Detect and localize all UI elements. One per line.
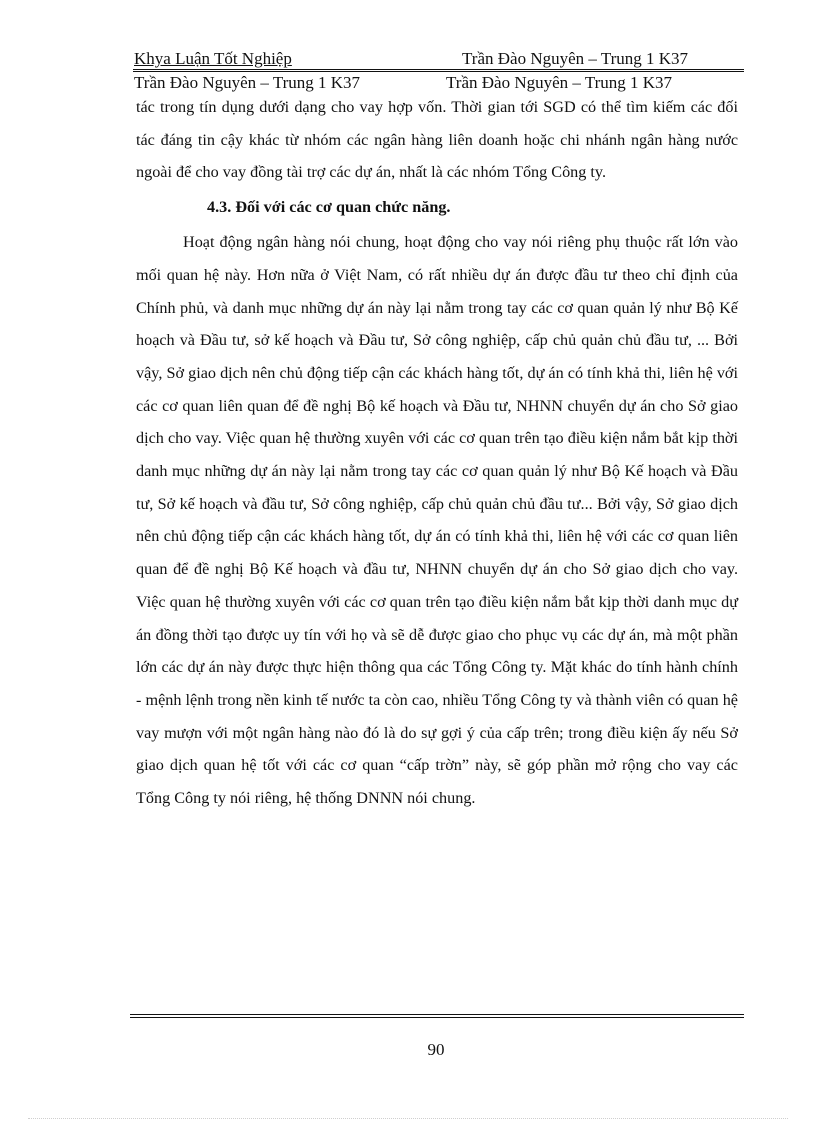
paragraph-continuation: tác trong tín dụng dưới dạng cho vay hợp vốn. Thời gian tới SGD có thể tìm kiếm các đối tác đáng tin cậy khác từ nhóm các ngân hàng liên doanh hoặc chi nhánh ngân hàng nước ngoài để cho vay đồng tài trợ các dự án, nhất là các nhóm Tổng Công ty. [136,98,738,182]
section-heading: 4.3. Đối với các cơ quan chức năng. [207,198,451,217]
footer-divider [130,1014,744,1018]
header-divider [133,69,744,72]
document-body [136,91,738,815]
header-author-repeat-2: Trần Đào Nguyên – Trung 1 K37 [446,73,673,92]
paragraph-main: Hoạt động ngân hàng nói chung, hoạt động cho vay nói riêng phụ thuộc rất lớn vào mối quan hệ này. Hơn nữa ở Việt Nam, có rất nhiều dự án được đầu tư theo chỉ định của Chính phủ, và danh mục những dự án này lại nằm trong tay các cơ quan quản lý như Bộ Kế hoạch và Đầu tư, sở kế hoạch và Đầu tư, Sở công nghiệp, cấp chủ quản chủ đầu tư, ... Bởi vậy, Sở giao dịch nên chủ động tiếp cận các khách hàng tốt, dự án có tính khả thi, liên hệ với các cơ quan liên quan để đề nghị Bộ kế hoạch và Đầu tư, NHNN chuyển dự án cho Sở giao dịch cho vay. Việc quan hệ thường xuyên với các cơ quan trên tạo điều kiện nắm bắt kịp thời danh mục những dự án này lại nằm trong tay các cơ quan quản lý như Bộ Kế hoạch và Đầu tư, Sở kế hoạch và đầu tư, Sở công nghiệp, cấp chủ quản chủ đầu tư... Bởi vậy, Sở giao dịch nên chủ động tiếp cận các khách hàng tốt, dự án có tính khả thi, liên hệ với các cơ quan liên quan để đề nghị Bộ Kế hoạch và đầu tư, NHNN chuyển dự án cho Sở giao dịch cho vay. Việc quan hệ thường xuyên với các cơ quan trên tạo điều kiện nắm bắt kịp thời danh mục dự án đồng thời tạo được uy tín với họ và sẽ dễ được giao cho phục vụ các dự án, mà một phần lớn các dự án này được thực hiện thông qua các Tổng Công ty. Mặt khác do tính hành chính - mệnh lệnh trong nền kinh tế nước ta còn cao, nhiều Tổng Công ty và thành viên có quan hệ vay mượn với một ngân hàng nào đó là do sự gợi ý của cấp trên; trong điều kiện ấy nếu Sở giao dịch quan hệ tốt với các cơ quan “cấp trờn” này, sẽ góp phần mở rộng cho vay các Tổng Công ty nói riêng, hệ thống DNNN nói chung. [136,233,738,808]
header-thesis-title: Khya Luận Tốt Nghiệp [134,49,292,68]
page-number: 90 [427,1040,445,1059]
page-edge-dots [28,1118,788,1119]
header-author: Trần Đào Nguyên – Trung 1 K37 [462,49,689,68]
header-author-repeat-1: Trần Đào Nguyên – Trung 1 K37 [134,73,361,92]
